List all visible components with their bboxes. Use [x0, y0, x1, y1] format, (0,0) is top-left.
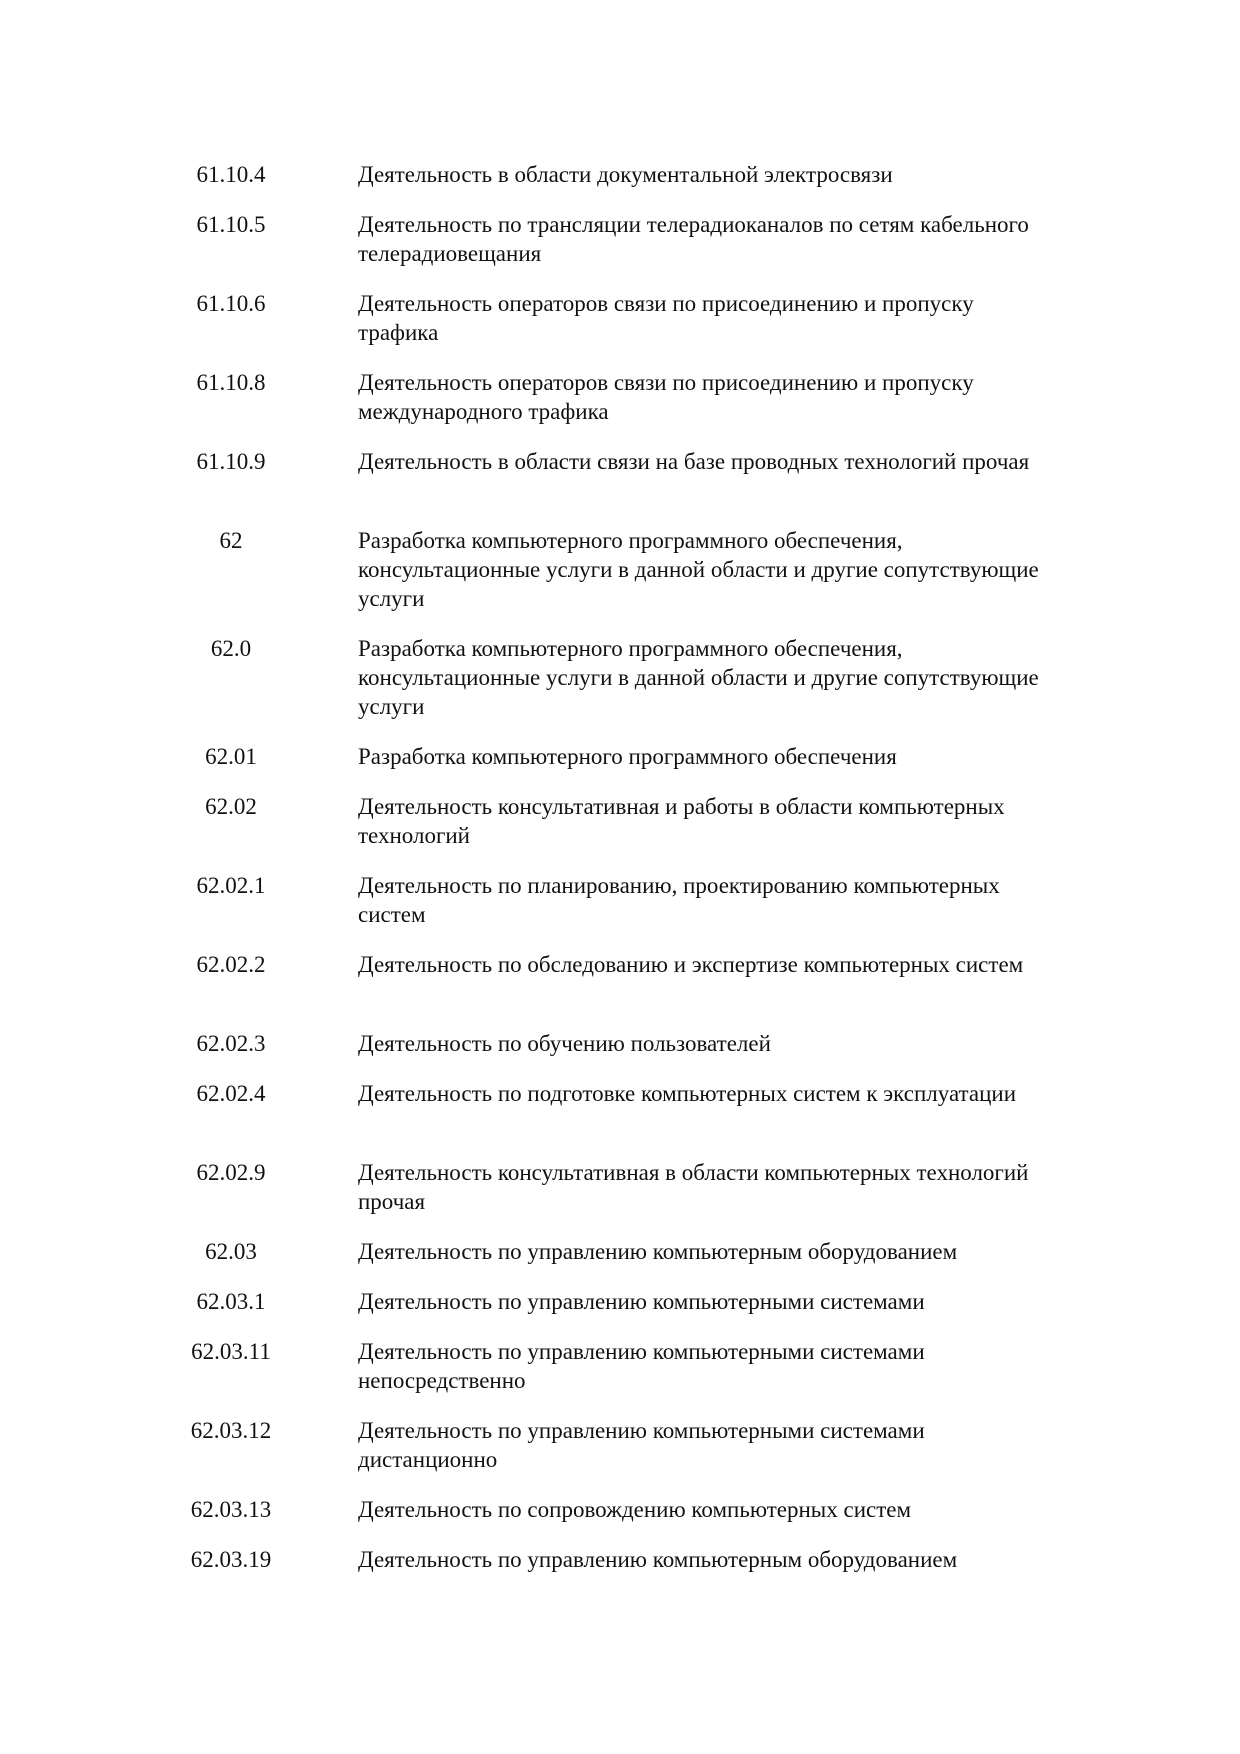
- list-item: [180, 742, 1050, 771]
- classifier-title: Деятельность в области документальной электросвязи: [358, 162, 893, 187]
- classifier-code: 62.02.4: [196, 1081, 266, 1106]
- classifier-code: 62.02.1: [196, 873, 266, 898]
- list-item: [180, 871, 1050, 929]
- classifier-title: Деятельность по обучению пользователей: [358, 1031, 771, 1056]
- classifier-code: 61.10.5: [196, 212, 266, 237]
- classifier-title: Деятельность консультативная в области компьютерных технологий прочая: [358, 1160, 1029, 1214]
- classifier-title: Деятельность в области связи на базе проводных технологий прочая: [358, 449, 1030, 474]
- classifier-title: Деятельность по планированию, проектированию компьютерных систем: [358, 873, 1000, 927]
- list-item: [180, 210, 1050, 268]
- list-item: [180, 792, 1050, 850]
- classifier-code: 62.02.2: [196, 952, 266, 977]
- list-item: [180, 950, 1050, 979]
- classifier-code: 62.02: [205, 794, 257, 819]
- classifier-title: Деятельность по обследованию и экспертизе компьютерных систем: [358, 952, 1024, 977]
- classifier-title: Деятельность по управлению компьютерным оборудованием: [358, 1547, 958, 1572]
- classifier-title: Деятельность по сопровождению компьютерных систем: [358, 1497, 912, 1522]
- classifier-code: 62.03.11: [191, 1339, 271, 1364]
- list-item: [180, 289, 1050, 347]
- list-item: [180, 1287, 1050, 1316]
- classifier-title: Деятельность по подготовке компьютерных систем к эксплуатации: [358, 1081, 1017, 1106]
- list-item: [180, 1237, 1050, 1266]
- list-item: [180, 368, 1050, 426]
- classifier-code: 61.10.6: [196, 291, 266, 316]
- classifier-title: Деятельность консультативная и работы в области компьютерных технологий: [358, 794, 1005, 848]
- classifier-code: 62.03.1: [196, 1289, 266, 1314]
- list-item: [180, 526, 1050, 613]
- list-item: [180, 1416, 1050, 1474]
- classifier-code: 61.10.8: [196, 370, 266, 395]
- classifier-code: 62.03.13: [190, 1497, 272, 1522]
- classifier-title: Деятельность операторов связи по присоединению и пропуску трафика: [358, 291, 974, 345]
- list-item: [180, 160, 1050, 189]
- classifier-title: Деятельность операторов связи по присоединению и пропуску международного трафика: [358, 370, 974, 424]
- list-item: [180, 1495, 1050, 1524]
- classifier-title: Деятельность по управлению компьютерным оборудованием: [358, 1239, 958, 1264]
- classifier-code: 62.03: [205, 1239, 257, 1264]
- list-item: [180, 447, 1050, 476]
- classifier-code: 62.03.19: [190, 1547, 272, 1572]
- classifier-code: 62: [219, 528, 243, 553]
- classifier-code: 62.02.9: [196, 1160, 266, 1185]
- classifier-code: 61.10.9: [196, 449, 266, 474]
- classifier-title: Разработка компьютерного программного обеспечения, консультационные услуги в данной области и другие сопутствующие услуги: [358, 528, 1039, 611]
- classifier-title: Деятельность по управлению компьютерными системами дистанционно: [358, 1418, 925, 1472]
- list-item: [180, 1029, 1050, 1058]
- classifier-code: 61.10.4: [196, 162, 266, 187]
- list-item: [180, 1079, 1050, 1108]
- list-item: [180, 1158, 1050, 1216]
- classifier-title: Разработка компьютерного программного обеспечения, консультационные услуги в данной области и другие сопутствующие услуги: [358, 636, 1039, 719]
- list-item: [180, 1337, 1050, 1395]
- classifier-code: 62.0: [210, 636, 252, 661]
- list-item: [180, 1545, 1050, 1574]
- classifier-title: Деятельность по трансляции телерадиоканалов по сетям кабельного телерадиовещания: [358, 212, 1029, 266]
- classifier-code: 62.01: [205, 744, 257, 769]
- classifier-code: 62.03.12: [190, 1418, 272, 1443]
- classifier-title: Деятельность по управлению компьютерными системами непосредственно: [358, 1339, 925, 1393]
- classifier-title: Деятельность по управлению компьютерными системами: [358, 1289, 925, 1314]
- list-item: [180, 634, 1050, 721]
- classifier-code: 62.02.3: [196, 1031, 266, 1056]
- classifier-title: Разработка компьютерного программного обеспечения: [358, 744, 897, 769]
